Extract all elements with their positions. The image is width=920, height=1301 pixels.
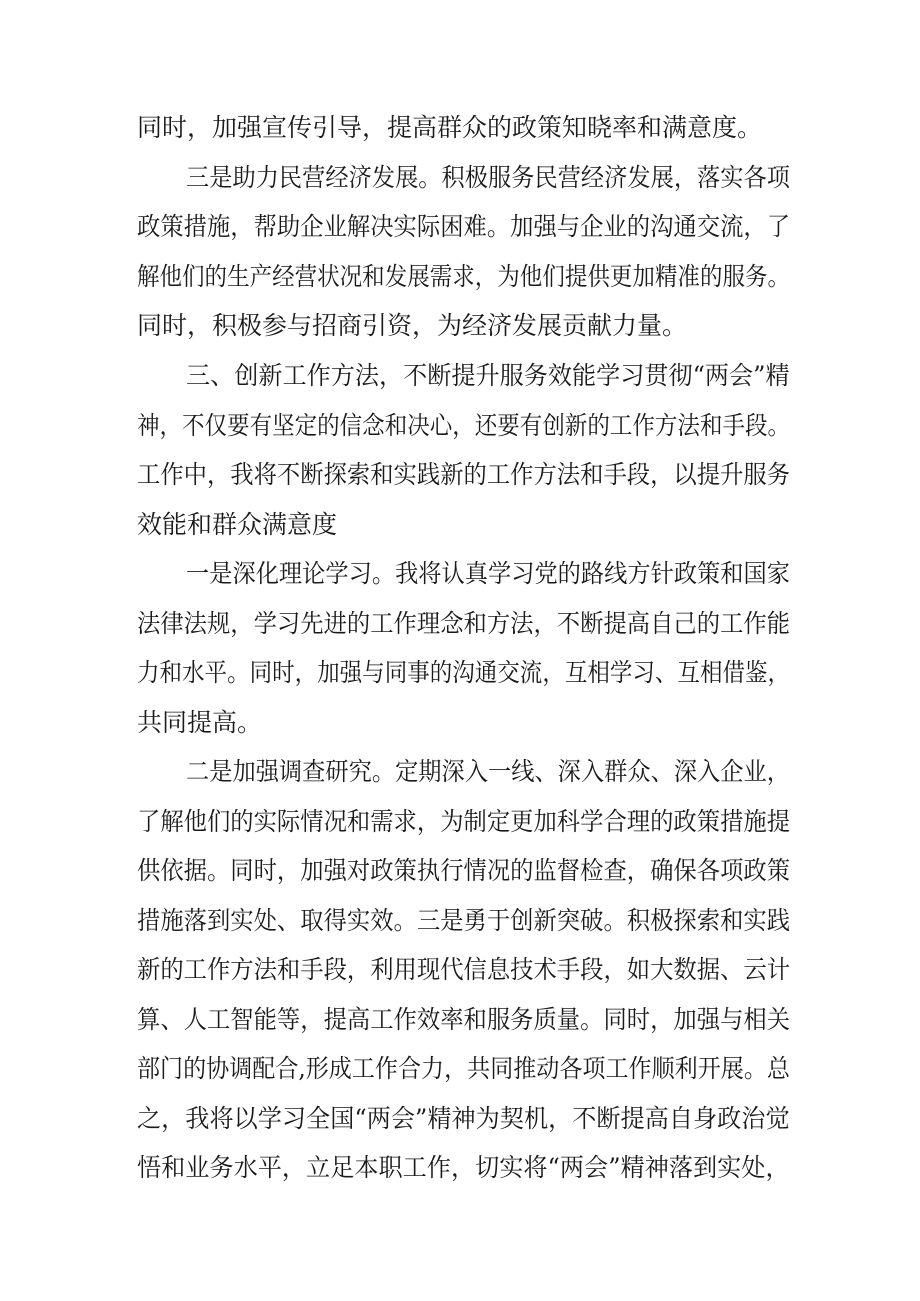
text-line: 三是助力民营经济发展。积极服务民营经济发展，落实各项	[186, 163, 790, 192]
text-line: 法律法规，学习先进的工作理念和方法，不断提高自己的工作能	[137, 609, 791, 638]
text-line: 三、创新工作方法，不断提升服务效能学习贯彻“两会”精	[186, 361, 790, 390]
text-line: 效能和群众满意度	[137, 510, 338, 539]
text-line: 共同提高。	[137, 708, 263, 737]
text-line: 措施落到实处、取得实效。三是勇于创新突破。积极探索和实践	[137, 906, 791, 935]
text-line: 了解他们的实际情况和需求，为制定更加科学合理的政策措施提	[137, 807, 791, 836]
text-line: 之，我将以学习全国“两会”精神为契机，不断提高自身政治觉	[137, 1104, 790, 1133]
text-line: 力和水平。同时，加强与同事的沟通交流，互相学习、互相借鉴，	[137, 658, 791, 687]
text-line: 一是深化理论学习。我将认真学习党的路线方针政策和国家	[186, 559, 790, 588]
text-line: 新的工作方法和手段，利用现代信息技术手段，如大数据、云计	[137, 955, 791, 984]
text-line: 供依据。同时，加强对政策执行情况的监督检查，确保各项政策	[137, 856, 791, 885]
text-line: 同时，加强宣传引导，提高群众的政策知晓率和满意度。	[137, 113, 763, 142]
text-line: 政策措施，帮助企业解决实际困难。加强与企业的沟通交流，了	[137, 212, 791, 241]
text-line: 神，不仅要有坚定的信念和决心，还要有创新的工作方法和手段。	[137, 411, 791, 440]
text-line: 部门的协调配合,形成工作合力，共同推动各项工作顺利开展。总	[137, 1054, 790, 1083]
text-line: 解他们的生产经营状况和发展需求，为他们提供更加精准的服务。	[137, 262, 791, 291]
text-line: 悟和业务水平，立足本职工作，切实将“两会”精神落到实处，	[137, 1153, 790, 1182]
text-line: 算、人工智能等，提高工作效率和服务质量。同时，加强与相关	[137, 1005, 791, 1034]
text-line: 二是加强调查研究。定期深入一线、深入群众、深入企业，	[186, 757, 790, 786]
text-line: 同时，积极参与招商引资，为经济发展贡献力量。	[137, 311, 688, 340]
text-line: 工作中，我将不断探索和实践新的工作方法和手段，以提升服务	[137, 460, 791, 489]
